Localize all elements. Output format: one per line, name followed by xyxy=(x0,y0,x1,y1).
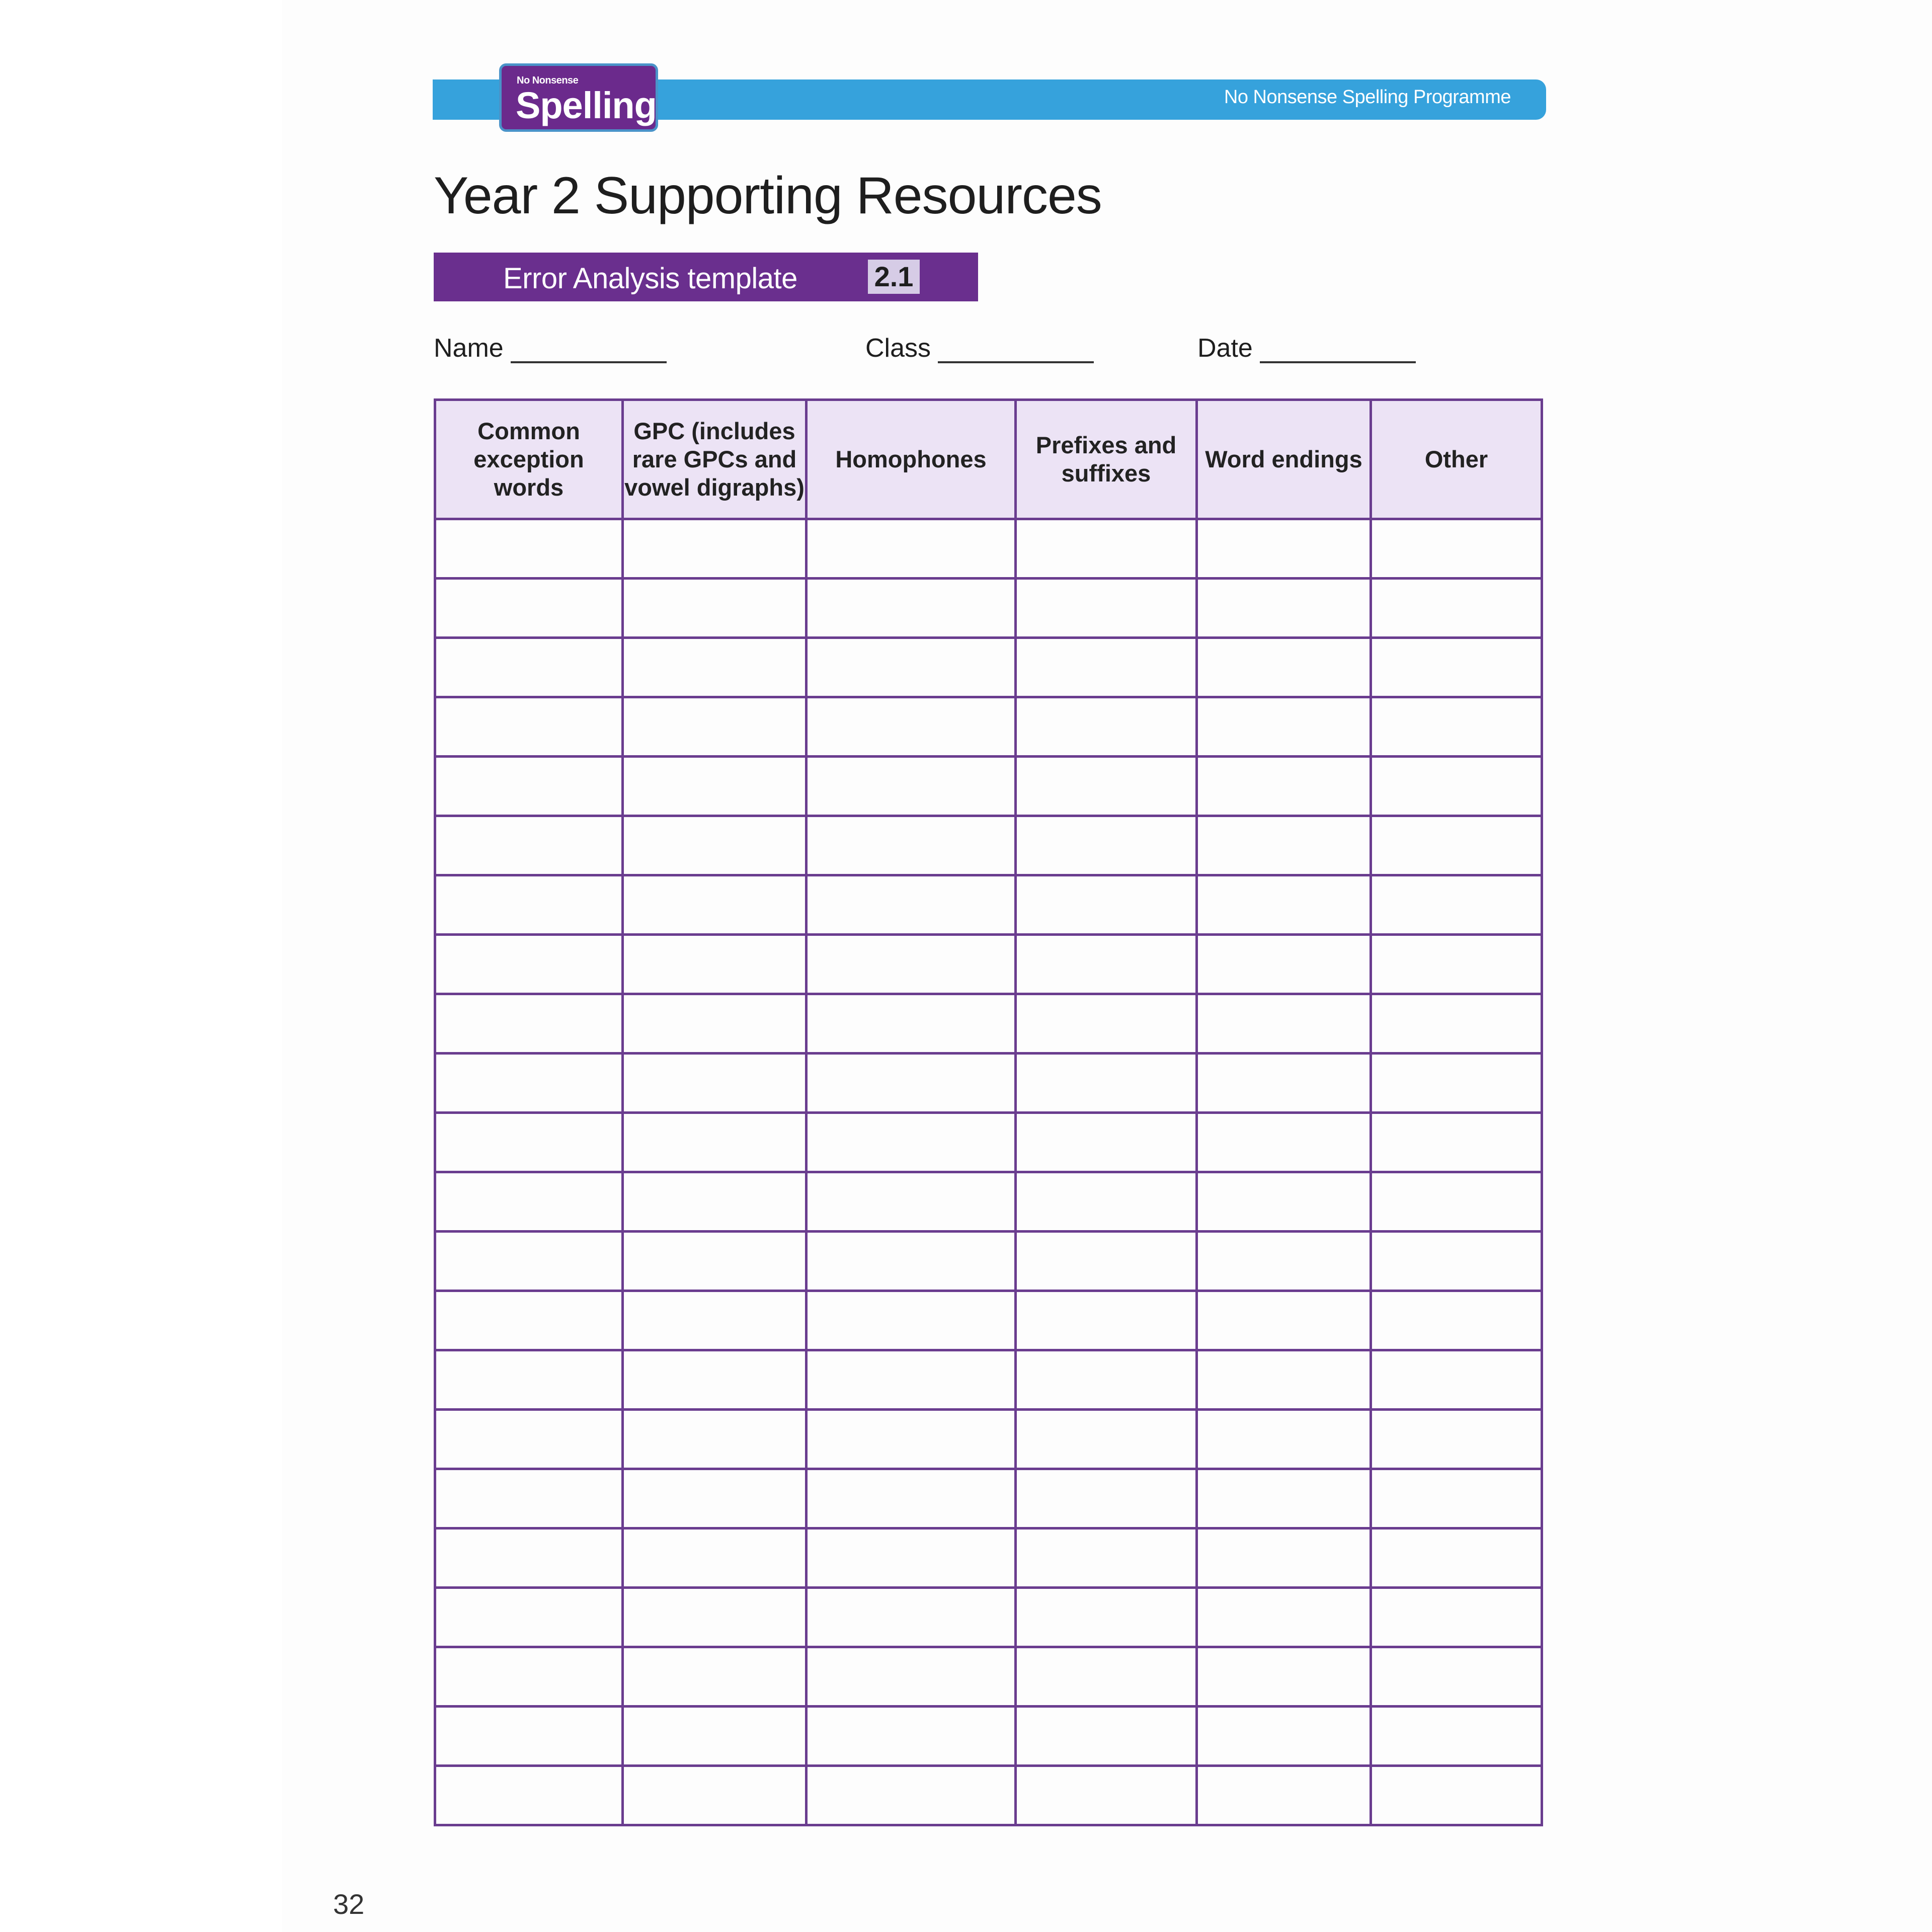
table-cell[interactable] xyxy=(1016,1766,1197,1825)
table-cell[interactable] xyxy=(807,1588,1016,1647)
table-row xyxy=(435,1588,1542,1647)
table-cell[interactable] xyxy=(1016,1172,1197,1232)
table-cell[interactable] xyxy=(1016,816,1197,875)
table-cell[interactable] xyxy=(1016,875,1197,935)
table-cell[interactable] xyxy=(807,697,1016,757)
table-cell[interactable] xyxy=(1016,1647,1197,1707)
table-cell[interactable] xyxy=(1197,1469,1371,1528)
table-row xyxy=(435,757,1542,816)
class-field xyxy=(865,333,1094,363)
table-cell[interactable] xyxy=(1371,757,1542,816)
table-cell[interactable] xyxy=(1197,1647,1371,1707)
table-cell[interactable] xyxy=(1016,1528,1197,1588)
class-label: Class xyxy=(865,334,931,363)
table-cell[interactable] xyxy=(1016,935,1197,994)
table-cell[interactable] xyxy=(1197,1232,1371,1291)
table-row xyxy=(435,875,1542,935)
table-cell[interactable] xyxy=(807,1766,1016,1825)
table-cell[interactable] xyxy=(1197,697,1371,757)
name-label: Name xyxy=(434,334,504,363)
table-cell[interactable] xyxy=(1371,579,1542,638)
table-cell[interactable] xyxy=(1197,1707,1371,1766)
header-common-exception-words: Common exception words xyxy=(435,400,623,519)
table-cell[interactable] xyxy=(807,519,1016,579)
table-cell[interactable] xyxy=(1016,638,1197,697)
table-cell[interactable] xyxy=(435,1588,623,1647)
table-cell[interactable] xyxy=(807,875,1016,935)
header-other: Other xyxy=(1371,400,1542,519)
table-cell[interactable] xyxy=(623,579,807,638)
table-cell[interactable] xyxy=(623,935,807,994)
table-row xyxy=(435,1469,1542,1528)
table-cell[interactable] xyxy=(1371,1232,1542,1291)
header-homophones: Homophones xyxy=(807,400,1016,519)
table-cell[interactable] xyxy=(807,935,1016,994)
table-cell[interactable] xyxy=(623,757,807,816)
table-cell[interactable] xyxy=(435,638,623,697)
table-cell[interactable] xyxy=(1197,816,1371,875)
table-cell[interactable] xyxy=(1371,1113,1542,1172)
table-cell[interactable] xyxy=(1371,935,1542,994)
table-cell[interactable] xyxy=(1197,757,1371,816)
table-cell[interactable] xyxy=(807,579,1016,638)
table-cell[interactable] xyxy=(807,1410,1016,1469)
table-cell[interactable] xyxy=(623,1647,807,1707)
table-row xyxy=(435,935,1542,994)
table-cell[interactable] xyxy=(1371,1350,1542,1410)
programme-title: No Nonsense Spelling Programme xyxy=(1224,87,1511,108)
table-cell[interactable] xyxy=(1197,1172,1371,1232)
table-cell[interactable] xyxy=(807,994,1016,1054)
date-line[interactable] xyxy=(1260,338,1416,363)
header-prefixes-suffixes: Prefixes and suffixes xyxy=(1016,400,1197,519)
header-gpc: GPC (includes rare GPCs and vowel digraphs) xyxy=(623,400,807,519)
table-cell[interactable] xyxy=(807,1647,1016,1707)
name-field xyxy=(434,333,667,363)
table-cell[interactable] xyxy=(623,994,807,1054)
table-cell[interactable] xyxy=(623,1707,807,1766)
table-cell[interactable] xyxy=(623,1172,807,1232)
table-cell[interactable] xyxy=(1371,1647,1542,1707)
table-row xyxy=(435,1410,1542,1469)
page-title: Year 2 Supporting Resources xyxy=(434,167,1102,225)
table-cell[interactable] xyxy=(623,1232,807,1291)
table-cell[interactable] xyxy=(435,1469,623,1528)
table-cell[interactable] xyxy=(1197,579,1371,638)
logo-text: Spelling xyxy=(516,85,657,126)
table-row xyxy=(435,1232,1542,1291)
table-row xyxy=(435,1528,1542,1588)
table-row xyxy=(435,1647,1542,1707)
table-cell[interactable] xyxy=(435,1113,623,1172)
table-cell[interactable] xyxy=(807,1350,1016,1410)
table-cell[interactable] xyxy=(623,1113,807,1172)
table-row xyxy=(435,1291,1542,1350)
table-cell[interactable] xyxy=(1371,519,1542,579)
table-cell[interactable] xyxy=(1197,1113,1371,1172)
table-row xyxy=(435,1054,1542,1113)
table-cell[interactable] xyxy=(1197,1350,1371,1410)
table-cell[interactable] xyxy=(435,519,623,579)
table-cell[interactable] xyxy=(1197,1588,1371,1647)
table-cell[interactable] xyxy=(623,1528,807,1588)
table-cell[interactable] xyxy=(435,757,623,816)
table-cell[interactable] xyxy=(807,638,1016,697)
table-cell[interactable] xyxy=(435,1291,623,1350)
table-cell[interactable] xyxy=(435,579,623,638)
page-number: 32 xyxy=(333,1888,365,1920)
table-cell[interactable] xyxy=(1016,1291,1197,1350)
table-cell[interactable] xyxy=(1371,1528,1542,1588)
table-cell[interactable] xyxy=(1371,638,1542,697)
table-cell[interactable] xyxy=(1016,757,1197,816)
table-cell[interactable] xyxy=(807,1469,1016,1528)
table-cell[interactable] xyxy=(435,1232,623,1291)
table-cell[interactable] xyxy=(623,1588,807,1647)
table-cell[interactable] xyxy=(623,519,807,579)
table-cell[interactable] xyxy=(435,1528,623,1588)
table-row xyxy=(435,1350,1542,1410)
table-cell[interactable] xyxy=(1016,1350,1197,1410)
section-label: Error Analysis template xyxy=(503,262,797,295)
table-cell[interactable] xyxy=(1371,994,1542,1054)
table-cell[interactable] xyxy=(1016,1707,1197,1766)
table-cell[interactable] xyxy=(807,1707,1016,1766)
table-cell[interactable] xyxy=(623,1469,807,1528)
table-cell[interactable] xyxy=(623,1766,807,1825)
logo-small-text: No Nonsense xyxy=(517,75,579,86)
table-cell[interactable] xyxy=(623,1350,807,1410)
table-row xyxy=(435,1766,1542,1825)
table-cell[interactable] xyxy=(1197,875,1371,935)
table-cell[interactable] xyxy=(807,1113,1016,1172)
table-body xyxy=(435,519,1542,1825)
table-row xyxy=(435,638,1542,697)
table-cell[interactable] xyxy=(1016,994,1197,1054)
table-cell[interactable] xyxy=(435,1707,623,1766)
table-cell[interactable] xyxy=(1371,1469,1542,1528)
table-cell[interactable] xyxy=(807,1528,1016,1588)
table-cell[interactable] xyxy=(623,638,807,697)
table-row xyxy=(435,1707,1542,1766)
table-cell[interactable] xyxy=(623,1291,807,1350)
table-cell[interactable] xyxy=(435,697,623,757)
table-cell[interactable] xyxy=(1197,935,1371,994)
table-cell[interactable] xyxy=(1197,994,1371,1054)
table-cell[interactable] xyxy=(1016,1588,1197,1647)
table-cell[interactable] xyxy=(1016,1232,1197,1291)
table-cell[interactable] xyxy=(1371,1291,1542,1350)
table-cell[interactable] xyxy=(1016,1054,1197,1113)
table-row xyxy=(435,1113,1542,1172)
table-row xyxy=(435,519,1542,579)
table-cell[interactable] xyxy=(435,1766,623,1825)
error-analysis-table xyxy=(434,398,1543,1826)
table-cell[interactable] xyxy=(1016,519,1197,579)
table-cell[interactable] xyxy=(435,935,623,994)
table-cell[interactable] xyxy=(623,816,807,875)
table-cell[interactable] xyxy=(1371,1588,1542,1647)
table-row xyxy=(435,697,1542,757)
table-cell[interactable] xyxy=(1371,697,1542,757)
table-cell[interactable] xyxy=(1016,1113,1197,1172)
table-cell[interactable] xyxy=(1197,1054,1371,1113)
class-line[interactable] xyxy=(938,338,1094,363)
table-cell[interactable] xyxy=(1016,1410,1197,1469)
table-row xyxy=(435,579,1542,638)
table-row xyxy=(435,1172,1542,1232)
table-cell[interactable] xyxy=(1016,579,1197,638)
table-cell[interactable] xyxy=(807,1232,1016,1291)
table-cell[interactable] xyxy=(1197,519,1371,579)
table-cell[interactable] xyxy=(1371,1172,1542,1232)
table-cell[interactable] xyxy=(807,1172,1016,1232)
spelling-logo xyxy=(499,63,658,132)
date-field xyxy=(1197,333,1416,363)
table-cell[interactable] xyxy=(1371,1766,1542,1825)
table-cell[interactable] xyxy=(1371,1410,1542,1469)
table-cell[interactable] xyxy=(1197,1291,1371,1350)
table-cell[interactable] xyxy=(623,1410,807,1469)
table-cell[interactable] xyxy=(807,1291,1016,1350)
table-cell[interactable] xyxy=(1016,697,1197,757)
date-label: Date xyxy=(1197,334,1253,363)
table-cell[interactable] xyxy=(1197,1766,1371,1825)
section-number: 2.1 xyxy=(868,260,920,294)
table-cell[interactable] xyxy=(435,1172,623,1232)
table-cell[interactable] xyxy=(807,757,1016,816)
table-header-row xyxy=(435,400,1542,519)
table-cell[interactable] xyxy=(435,1410,623,1469)
table-cell[interactable] xyxy=(435,1350,623,1410)
table-cell[interactable] xyxy=(1371,1054,1542,1113)
table-cell[interactable] xyxy=(1197,1528,1371,1588)
table-cell[interactable] xyxy=(1197,1410,1371,1469)
table-cell[interactable] xyxy=(435,875,623,935)
table-cell[interactable] xyxy=(1016,1469,1197,1528)
name-line[interactable] xyxy=(511,338,667,363)
table-cell[interactable] xyxy=(1371,1707,1542,1766)
table-cell[interactable] xyxy=(1197,638,1371,697)
table-cell[interactable] xyxy=(435,816,623,875)
table-cell[interactable] xyxy=(435,1054,623,1113)
table-cell[interactable] xyxy=(435,1647,623,1707)
table-cell[interactable] xyxy=(807,816,1016,875)
table-cell[interactable] xyxy=(1371,816,1542,875)
table-cell[interactable] xyxy=(623,875,807,935)
table-cell[interactable] xyxy=(807,1054,1016,1113)
table-cell[interactable] xyxy=(1371,875,1542,935)
table-cell[interactable] xyxy=(435,994,623,1054)
section-band xyxy=(434,253,978,301)
table-cell[interactable] xyxy=(623,697,807,757)
table-row xyxy=(435,994,1542,1054)
table-cell[interactable] xyxy=(623,1054,807,1113)
header-word-endings: Word endings xyxy=(1197,400,1371,519)
table-row xyxy=(435,816,1542,875)
